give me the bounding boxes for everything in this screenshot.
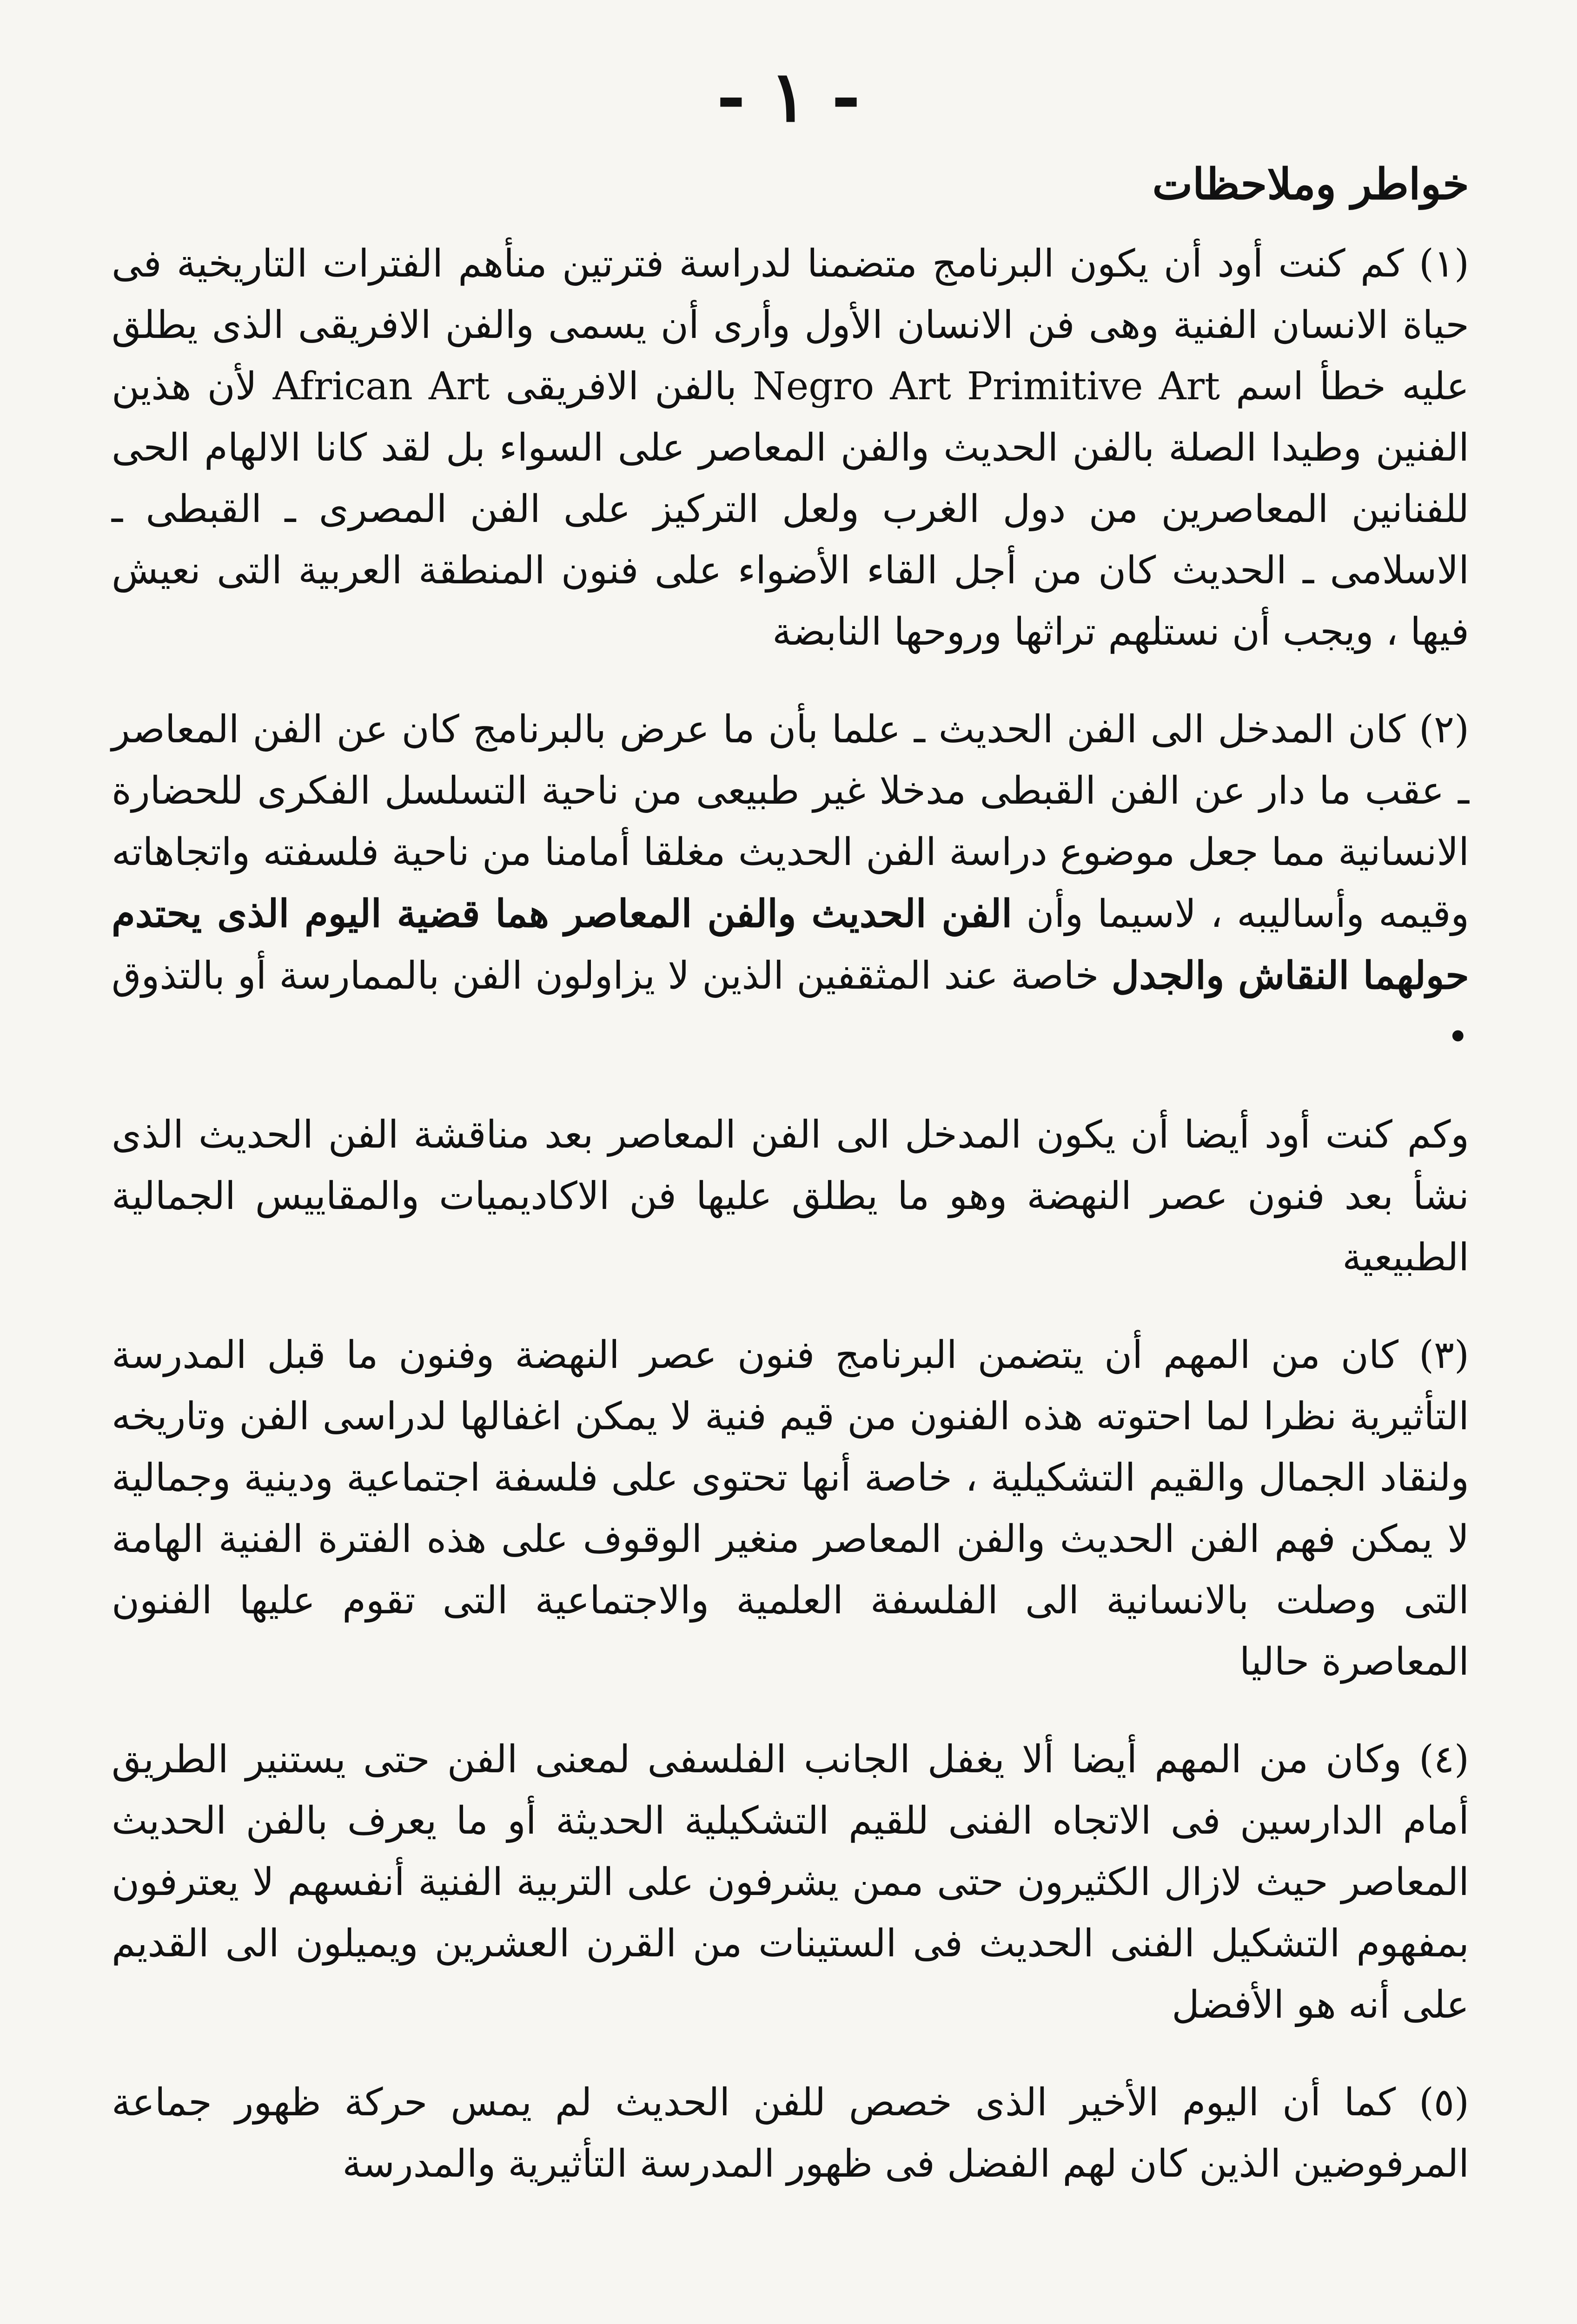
paragraph-4: (٣) كان من المهم أن يتضمن البرنامج فنون عصر النهضة وفنون ما قبل المدرسة التأثيرية نظرا لما احتوته هذه الفنون من قيم فنية لا يمكن اغفالها لدراسى الفن وتاريخه ولنقاد الجمال والقيم التشكيلية ، خاصة أنها تحتوى على فلسفة اجتماعية ودينية وجمالية لا يمكن فهم الفن الحديث والفن المعاصر منغير الوقوف على هذه الفترة الفنية الهامة التى وصلت بالانسانية الى الفلسفة العلمية والاجتماعية التى تقوم عليها الفنون المعاصرة حاليا [112,1333,1469,1684]
paragraph-6: (٥) كما أن اليوم الأخير الذى خصص للفن الحديث لم يمس حركة ظهور جماعة المرفوضين الذين كان لهم الفضل فى ظهور المدرسة التأثيرية والمدرسة [112,2080,1469,2186]
paragraph-5: (٤) وكان من المهم أيضا ألا يغفل الجانب الفلسفى لمعنى الفن حتى يستنير الطريق أمام الدارسين فى الاتجاه الفنى للقيم التشكيلية الحديثة أو ما يعرف بالفن الحديث المعاصر حيث لازال الكثيرون حتى ممن يشرفون على التربية الفنية أنفسهم لا يعترفون بمفهوم التشكيل الفنى الحديث فى الستينات من القرن العشرين ويميلون الى القديم على أنه هو الأفضل [112,1737,1469,2027]
page-content [112,153,1469,2231]
paragraph-1: (١) كم كنت أود أن يكون البرنامج متضمنا لدراسة فترتين منأهم الفترات التاريخية فى حياة الانسان الفنية وهى فن الانسان الأول وأرى أن يسمى والفن الافريقى الذى يطلق عليه خطأ اسم Negro Art Primitive Art بالفن الافريقى African Art لأن هذين الفنين وطيدا الصلة بالفن الحديث والفن المعاصر على السواء بل لقد كانا الالهام الحى للفنانين المعاصرين من دول الغرب ولعل التركيز على الفن المصرى ـ القبطى ـ الاسلامى ـ الحديث كان من أجل القاء الأضواء على فنون المنطقة العربية التى نعيش فيها ، ويجب أن نستلهم تراثها وروحها النابضة [112,242,1469,654]
paragraph-2 [112,699,1469,1068]
paragraph-2-ending: خاصة عند المثقفين الذين لا يزاولون الفن بالممارسة أو بالتذوق • [112,954,1469,1059]
paragraph-3: وكم كنت أود أيضا أن يكون المدخل الى الفن المعاصر بعد مناقشة الفن الحديث الذى نشأ بعد فنون عصر النهضة وهو ما يطلق عليها فن الاكاديميات والمقاييس الجمالية الطبيعية [112,1113,1469,1280]
section-title: خواطر وملاحظات [1152,159,1469,209]
paragraph-2-text: (٢) كان المدخل الى الفن الحديث ـ علما بأن ما عرض بالبرنامج كان عن الفن المعاصر ـ عقب ما دار عن الفن القبطى مدخلا غير طبيعى من ناحية التسلسل الفكرى للحضارة الانسانية مما جعل موضوع دراسة الفن الحديث مغلقا أمامنا من ناحية فلسفته واتجاهاته وقيمه وأساليبه ، لاسيما وأن [112,707,1469,936]
paragraph-2-emphasis: الفن الحديث والفن المعاصر هما قضية اليوم الذى يحتدم حولهما النقاش والجدل [112,891,1469,998]
page-number: - ١ - [716,56,861,138]
